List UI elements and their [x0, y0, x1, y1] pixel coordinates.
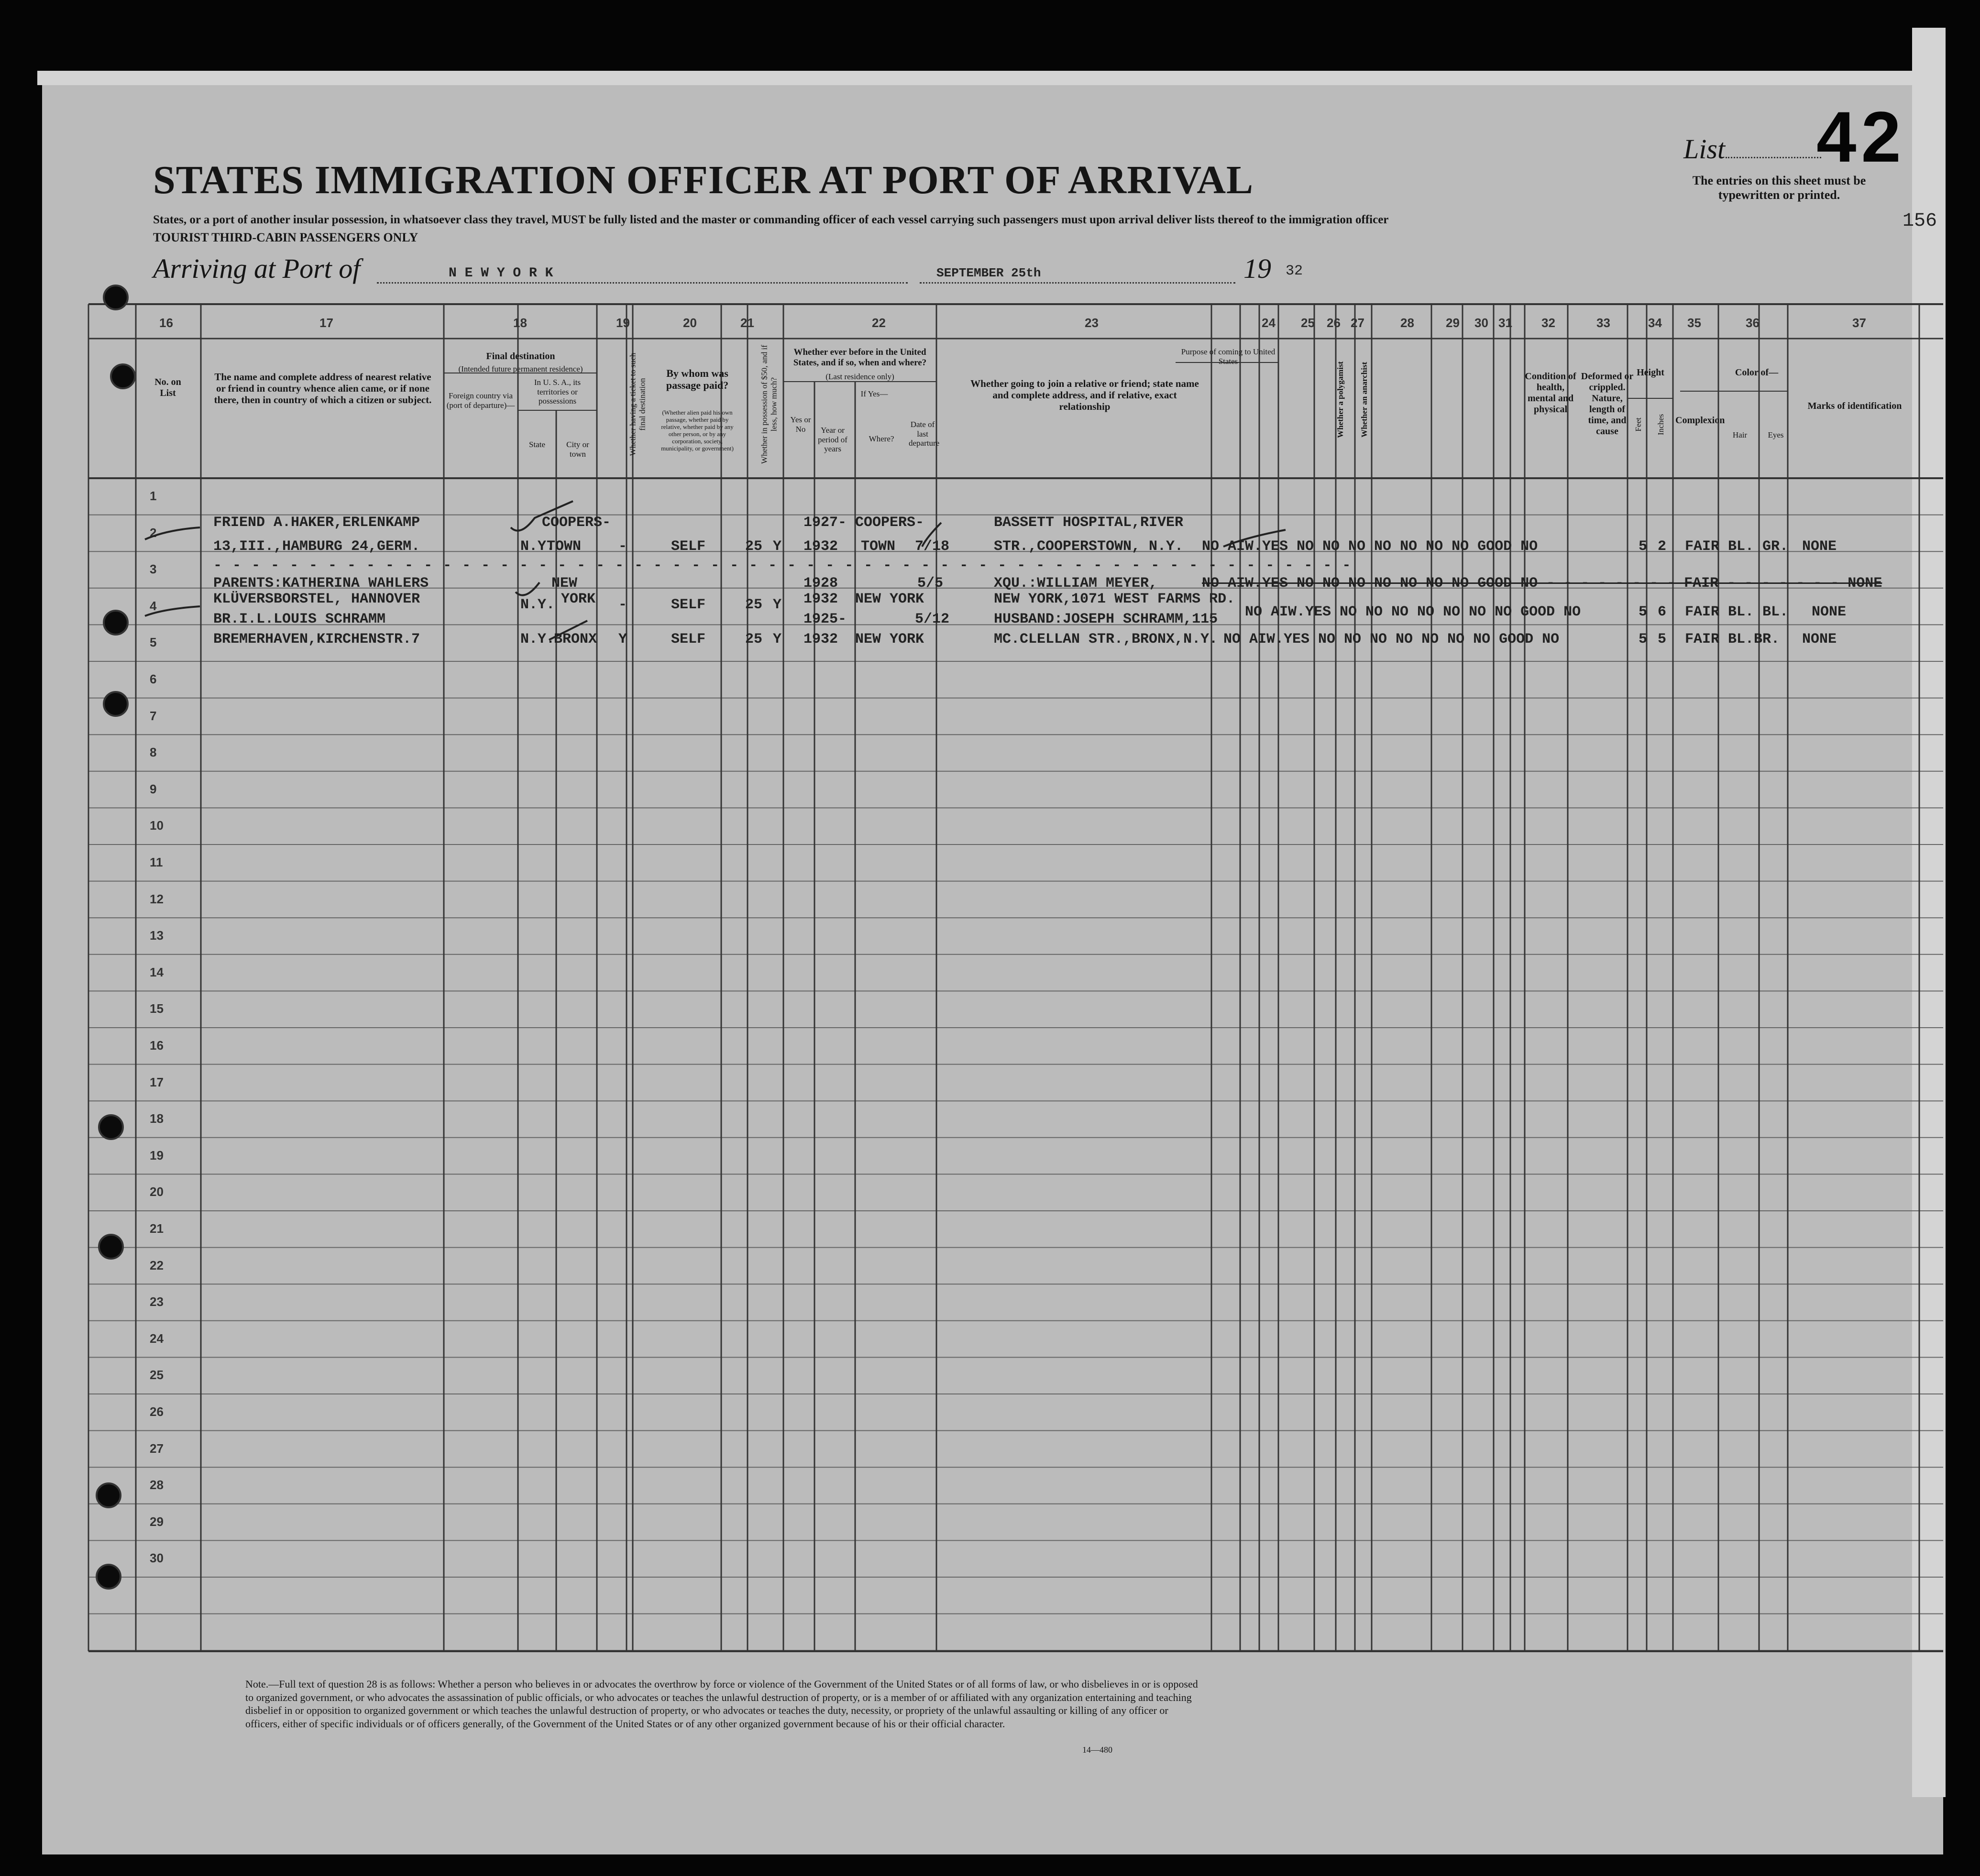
- col-header-34-inches: Inches: [1656, 414, 1666, 435]
- row-number: 12: [150, 891, 164, 906]
- entry3-money: 25: [745, 597, 763, 613]
- col-num-26: 26: [1327, 316, 1341, 330]
- binder-hole: [103, 691, 129, 717]
- entry1-hair-eyes: BL. GR.: [1728, 538, 1789, 555]
- col-num-25: 25: [1301, 316, 1315, 330]
- col-num-16: 16: [159, 316, 173, 330]
- col-header-22-ifyes: If Yes—: [860, 389, 888, 398]
- col-header-16: No. on List: [154, 377, 181, 398]
- col-header-22-date: Date of last departure: [909, 420, 940, 448]
- entry1-city-line1: COOPERS-: [542, 515, 611, 531]
- col-num-35: 35: [1687, 316, 1701, 330]
- entry3-relative-line1: PARENTS:KATHERINA WAHLERS: [213, 575, 429, 592]
- col-num-27: 27: [1351, 316, 1364, 330]
- row-number: 25: [150, 1368, 164, 1382]
- entry3-marks: NONE: [1812, 604, 1847, 620]
- col-header-22-sub: (Last residence only): [825, 372, 894, 381]
- col-header-18-usa: In U. S. A., its territories or possessions: [534, 378, 581, 406]
- page-title: STATES IMMIGRATION OFFICER AT PORT OF ARRIVAL: [153, 158, 1254, 202]
- entry3-where: NEW YORK: [855, 591, 924, 607]
- col-header-20: By whom was passage paid?: [666, 367, 729, 392]
- entry4-join-line1: HUSBAND:JOSEPH SCHRAMM,115: [994, 611, 1218, 627]
- binder-hole: [96, 1482, 121, 1508]
- entry4-answers: NO AIW.YES NO NO NO NO NO NO NO GOOD NO: [1223, 631, 1560, 647]
- entry1-period-line2: 1932: [803, 538, 838, 555]
- form-number: 14—480: [1082, 1745, 1112, 1755]
- binder-hole: [98, 1234, 124, 1260]
- col-header-36-hair: Hair: [1732, 430, 1748, 439]
- footer-note: Note.—Full text of question 28 is as follows: Whether a person who believes in or advocates the overthrow by force or violence of the Government of the United States or of all forms of law, or who disbelieves in or is opposed to organized government, or who advocates the assassination of public officials, or who advocates or teaches the unlawful destruction of property, or is a member of or affiliated with any organization entertaining and teaching disbelief in or opposition to organized government or which teaches the unlawful destruction of property, or who advocates or teaches the duty, necessity, or propriety of the unlawful assaulting or killing of any officer or officers, either of specific individuals or of officers generally, of the Government of the United States or of any other organized government because of his or their official character.: [245, 1678, 1198, 1730]
- entry1-relative-line1: FRIEND A.HAKER,ERLENKAMP: [213, 515, 420, 531]
- entry3-departure: 5/5: [917, 575, 944, 592]
- col-header-18-city: City or town: [566, 440, 589, 459]
- row-number: 13: [150, 928, 164, 943]
- list-label: List: [1683, 133, 1726, 165]
- col-num-22: 22: [872, 316, 886, 330]
- row-number: 29: [150, 1514, 164, 1529]
- row-number: 3: [150, 562, 157, 577]
- row-number: 24: [150, 1331, 164, 1346]
- col-header-35: Complexion: [1675, 415, 1725, 426]
- entry4-period-line2: 1932: [803, 631, 838, 647]
- col-num-31: 31: [1498, 316, 1512, 330]
- col-header-27: Whether an anarchist: [1360, 362, 1369, 438]
- entry3-answers: NO AIW.YES NO NO NO NO NO NO NO GOOD NO: [1245, 604, 1581, 620]
- class-line: TOURIST THIRD-CABIN PASSENGERS ONLY: [153, 230, 418, 244]
- row-number: 17: [150, 1075, 164, 1089]
- col-header-18-state: State: [529, 440, 545, 449]
- entry4-where: NEW YORK: [855, 631, 924, 647]
- entry4-departure: 5/12: [915, 611, 950, 627]
- row-number: 22: [150, 1258, 164, 1273]
- binder-hole: [103, 610, 129, 636]
- row-number: 2: [150, 525, 157, 540]
- row-number: 28: [150, 1478, 164, 1492]
- entry3-hair-eyes: BL. BL.: [1728, 604, 1789, 620]
- entry1-paid-by: SELF: [671, 538, 706, 555]
- col-header-18-sub: (Intended future permanent residence): [458, 364, 583, 373]
- arriving-label: Arriving at Port of: [153, 253, 361, 284]
- col-header-24: Purpose of coming to United States: [1181, 347, 1276, 366]
- entry1-complexion: FAIR: [1685, 538, 1720, 555]
- col-header-23: Whether going to join a relative or friend; state name and complete address, and if relative, exact relationship: [970, 378, 1199, 413]
- binder-hole: [96, 1564, 121, 1590]
- entry4-state: N.Y.: [520, 631, 555, 647]
- col-num-34: 34: [1648, 316, 1662, 330]
- row-number: 1: [150, 489, 157, 503]
- entry3-period-line2: 1932: [803, 591, 838, 607]
- entry1-period-line1: 1927-: [803, 515, 847, 531]
- col-header-37: Marks of identification: [1807, 401, 1902, 411]
- entry3-join-line2: NEW YORK,1071 WEST FARMS RD.: [994, 591, 1235, 607]
- entry4-complexion: FAIR: [1685, 631, 1720, 647]
- row-number: 19: [150, 1148, 164, 1163]
- entry3-city-line2: YORK: [561, 591, 596, 607]
- list-number: 42: [1816, 97, 1906, 177]
- entry3-city-line1: NEW: [551, 575, 578, 592]
- entry1-join-line1: BASSETT HOSPITAL,RIVER: [994, 515, 1184, 531]
- row-number: 5: [150, 635, 157, 650]
- page-edge-top: [37, 71, 1919, 85]
- entry1-where-line1: COOPERS-: [855, 515, 924, 531]
- col-num-36: 36: [1746, 316, 1760, 330]
- entry4-hair-eyes: BL.BR.: [1728, 631, 1780, 647]
- col-header-22: Whether ever before in the United States, and if so, when and where?: [793, 347, 927, 368]
- entry3-ticket: -: [618, 597, 627, 613]
- col-num-28: 28: [1400, 316, 1414, 330]
- entry1-money: 25: [745, 538, 763, 555]
- check-marks: [42, 85, 1943, 1854]
- col-header-36: Color of—: [1735, 367, 1779, 378]
- row-number: 15: [150, 1001, 164, 1016]
- row-number: 21: [150, 1221, 164, 1236]
- row-number: 11: [150, 855, 163, 869]
- col-num-19: 19: [616, 316, 630, 330]
- entry3-complexion: FAIR: [1685, 604, 1720, 620]
- entry3-join-line1: XQU.:WILLIAM MEYER,: [994, 575, 1158, 592]
- entry4-city: BRONX: [554, 631, 597, 647]
- binder-hole: [103, 285, 129, 310]
- binder-hole: [98, 1114, 124, 1140]
- entry4-before: Y: [773, 631, 782, 647]
- entry4-paid-by: SELF: [671, 631, 706, 647]
- entry4-inches: 5: [1658, 631, 1667, 647]
- col-header-19: Whether having a ticket to such final destination: [628, 352, 647, 456]
- port-value: N E W Y O R K: [449, 266, 553, 281]
- col-num-17: 17: [319, 316, 333, 330]
- entry3-paid-by: SELF: [671, 597, 706, 613]
- entry1-city-line2: TOWN: [547, 538, 582, 555]
- col-num-33: 33: [1596, 316, 1610, 330]
- row-number: 27: [150, 1441, 164, 1456]
- entry1-inches: 2: [1658, 538, 1667, 555]
- col-num-23: 23: [1085, 316, 1099, 330]
- row-number: 4: [150, 598, 157, 613]
- col-header-22-where: Where?: [869, 434, 894, 443]
- row-number: 6: [150, 672, 157, 686]
- col-header-36-eyes: Eyes: [1768, 430, 1784, 439]
- col-header-17: The name and complete address of nearest relative or friend in country whence alien came, or if none there, then in country of which a citizen or subject.: [214, 371, 432, 406]
- entry4-money: 25: [745, 631, 763, 647]
- entry4-relative-line1: BR.I.L.LOUIS SCHRAMM: [213, 611, 386, 627]
- col-header-33: Deformed or crippled. Nature, length of time, and cause: [1581, 371, 1634, 437]
- col-num-30: 30: [1474, 316, 1488, 330]
- col-num-29: 29: [1446, 316, 1460, 330]
- col-header-18: Final destination: [486, 351, 555, 362]
- col-header-26: Whether a polygamist: [1336, 361, 1345, 438]
- date-value: SEPTEMBER 25th: [936, 266, 1041, 280]
- entry1-before: Y: [773, 538, 782, 555]
- entry4-relative-line2: BREMERHAVEN,KIRCHENSTR.7: [213, 631, 420, 647]
- entry4-period-line1: 1925-: [803, 611, 847, 627]
- row-number: 23: [150, 1295, 164, 1309]
- col-num-24: 24: [1262, 316, 1276, 330]
- entry3-before: Y: [773, 597, 782, 613]
- col-num-20: 20: [683, 316, 697, 330]
- row-number: 20: [150, 1185, 164, 1199]
- entry4-marks: NONE: [1802, 631, 1837, 647]
- entry1-state: N.Y.: [520, 538, 555, 555]
- col-header-34-feet: Feet: [1634, 417, 1643, 432]
- row-number: 10: [150, 818, 164, 833]
- entry1-departure: 7/18: [915, 538, 950, 555]
- col-num-21: 21: [740, 316, 754, 330]
- col-num-32: 32: [1541, 316, 1555, 330]
- col-header-34: Height: [1637, 367, 1664, 378]
- entry3-inches: 6: [1658, 604, 1667, 620]
- col-header-22-yesno: Yes or No: [790, 415, 811, 434]
- row-number: 8: [150, 745, 157, 760]
- entry4-ticket: Y: [618, 631, 627, 647]
- row-number: 7: [150, 708, 157, 723]
- typed-note: The entries on this sheet must be typewritten or printed.: [1692, 174, 1866, 202]
- year-prefix: 19: [1243, 253, 1271, 284]
- binder-hole: [110, 363, 136, 389]
- col-header-18-foreign: Foreign country via (port of departure)—: [446, 391, 515, 410]
- col-num-37: 37: [1852, 316, 1866, 330]
- col-header-22-period: Year or period of years: [818, 426, 847, 454]
- entry2-dash-line: - - - - - - - - - - - - - - - - - - - - - - - - - - - - - - - - - - - - - - - - - - - - - - - - - - - - - - - - - - - -: [213, 558, 1352, 574]
- row-number: 18: [150, 1111, 164, 1126]
- entry4-feet: 5: [1639, 631, 1648, 647]
- row-number: 30: [150, 1551, 164, 1566]
- entry2-struck-line: NO AIW.YES NO NO NO NO NO NO NO GOOD NO - - - - - - - - FAIR - - - - - - - NONE: [1202, 575, 1882, 592]
- entry1-join-line2: STR.,COOPERSTOWN, N.Y.: [994, 538, 1184, 555]
- row-number: 26: [150, 1404, 164, 1419]
- entry1-where-line2: TOWN: [861, 538, 896, 555]
- entry1-feet: 5: [1639, 538, 1648, 555]
- entry1-answers: NO AIW.YES NO NO NO NO NO NO NO GOOD NO: [1202, 538, 1538, 555]
- entry1-ticket: -: [618, 538, 627, 555]
- entry1-marks: NONE: [1802, 538, 1837, 555]
- row-number: 9: [150, 781, 157, 796]
- entry3-relative-line2: KLÜVERSBORSTEL, HANNOVER: [213, 591, 420, 607]
- col-num-18: 18: [513, 316, 527, 330]
- manifest-sheet: [42, 85, 1943, 1854]
- sheet-number: 156: [1903, 210, 1937, 232]
- year-suffix: 32: [1286, 263, 1303, 279]
- entry3-state: N.Y.: [520, 597, 555, 613]
- instructions-text: States, or a port of another insular possession, in whatsoever class they travel, MUST be fully listed and the master or commanding officer of each vessel carrying such passengers must upon arrival deliver lists thereof to the immigration officer: [153, 213, 1389, 226]
- entry1-relative-line2: 13,III.,HAMBURG 24,GERM.: [213, 538, 420, 555]
- entry3-period-line1: 1928: [803, 575, 838, 592]
- col-header-21: Whether in possession of $50, and if less, how much?: [759, 345, 778, 464]
- col-header-20-sub: (Whether alien paid his own passage, whether paid by relative, whether paid by any other person, or by any corporation, society, municipality, or government): [661, 409, 734, 452]
- col-header-32: Condition of health, mental and physical: [1525, 371, 1576, 415]
- row-number: 14: [150, 965, 164, 979]
- entry3-feet: 5: [1639, 604, 1648, 620]
- entry4-join-line2: MC.CLELLAN STR.,BRONX,N.Y.: [994, 631, 1218, 647]
- row-number: 16: [150, 1038, 164, 1053]
